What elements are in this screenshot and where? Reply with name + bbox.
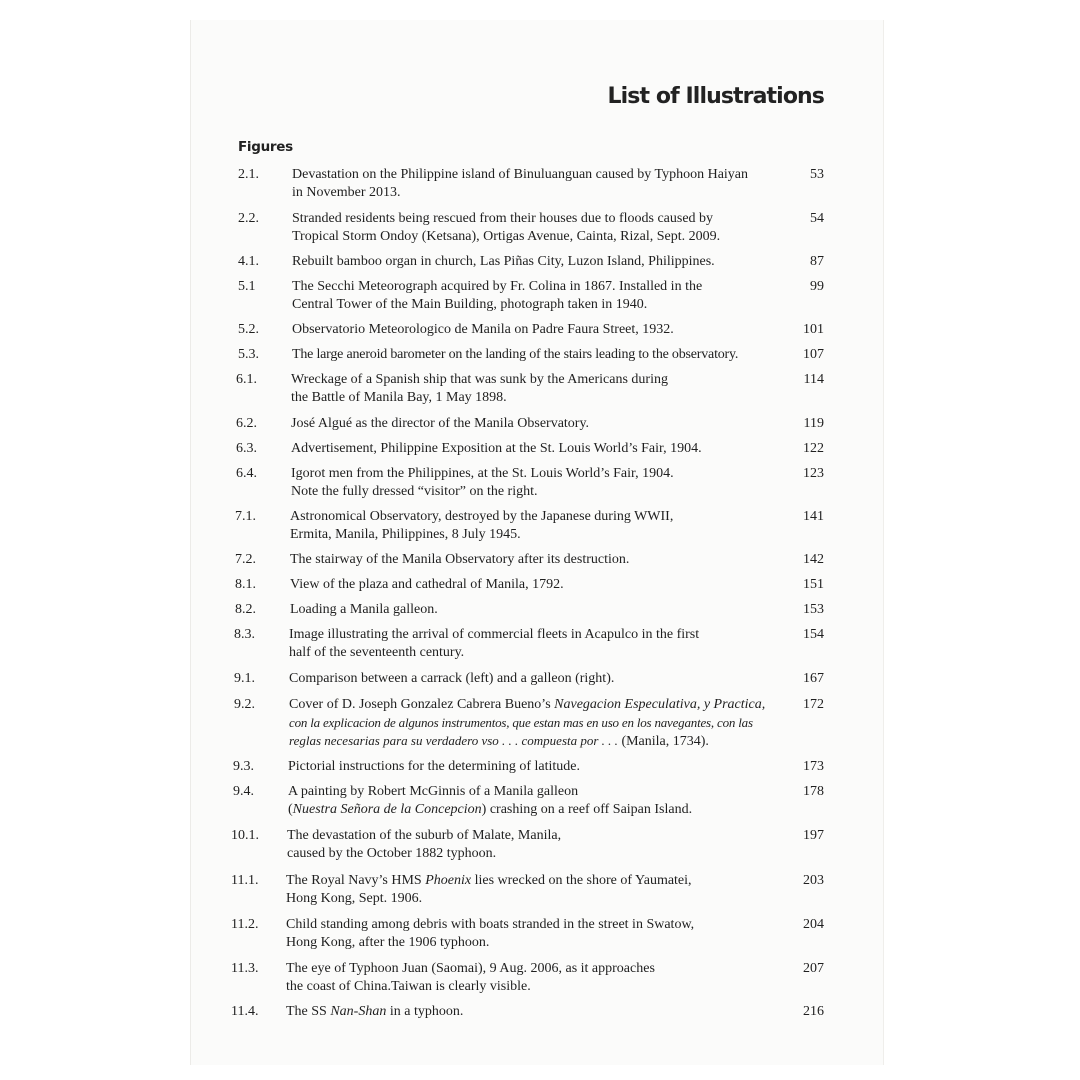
caption-line: Image illustrating the arrival of commercial fleets in Acapulco in the first [289, 627, 700, 642]
caption-line: Hong Kong, after the 1906 typhoon. [286, 935, 490, 950]
caption-line: The large aneroid barometer on the landing of the stairs leading to the observatory. [292, 347, 739, 362]
caption-line: half of the seventeenth century. [289, 645, 465, 660]
caption-line: Comparison between a carrack (left) and a galleon (right). [289, 671, 615, 686]
caption-line: Observatorio Meteorologico de Manila on Padre Faura Street, 1932. [292, 322, 674, 337]
page-number: 123 [803, 466, 824, 481]
figure-number: 7.1. [235, 509, 256, 524]
caption-line: Loading a Manila galleon. [290, 602, 438, 617]
figure-caption [291, 465, 783, 501]
caption-line: Child standing among debris with boats stranded in the street in Swatow, [286, 917, 695, 932]
page-number: 151 [803, 577, 824, 592]
figure-number: 11.4. [231, 1004, 259, 1019]
figure-number: 6.3. [236, 441, 257, 456]
page-number: 173 [803, 759, 824, 774]
page-number: 178 [803, 784, 824, 799]
figure-caption [292, 346, 784, 364]
page-number: 204 [803, 917, 824, 932]
page-number: 114 [803, 372, 824, 387]
figure-number: 11.3. [231, 961, 259, 976]
figure-caption [289, 696, 781, 751]
caption-line: Central Tower of the Main Building, photograph taken in 1940. [292, 297, 648, 312]
figure-caption [286, 872, 778, 908]
caption-line [288, 801, 780, 819]
page-number: 142 [803, 552, 824, 567]
figure-number: 9.3. [233, 759, 254, 774]
figure-caption [290, 508, 782, 544]
caption-text: ) crashing on a reef off Saipan Island. [481, 802, 693, 817]
caption-line: caused by the October 1882 typhoon. [287, 846, 497, 861]
caption-line: The stairway of the Manila Observatory after its destruction. [290, 552, 630, 567]
caption-line [289, 696, 781, 714]
page-number: 154 [803, 627, 824, 642]
caption-line: Devastation on the Philippine island of Binuluanguan caused by Typhoon Haiyan [292, 167, 749, 182]
figure-number: 9.2. [234, 697, 255, 712]
caption-line [286, 1003, 778, 1021]
figure-caption [291, 415, 783, 433]
caption-line: José Algué as the director of the Manila Observatory. [291, 416, 590, 431]
caption-line: Pictorial instructions for the determining of latitude. [288, 759, 580, 774]
caption-line: A painting by Robert McGinnis of a Manila galleon [288, 784, 579, 799]
page-number: 122 [803, 441, 824, 456]
caption-line: Astronomical Observatory, destroyed by the Japanese during WWII, [290, 509, 674, 524]
figure-caption [292, 321, 784, 339]
figure-number: 5.2. [238, 322, 259, 337]
figure-number: 10.1. [231, 828, 259, 843]
figure-caption [292, 278, 784, 314]
figure-number: 5.3. [238, 347, 259, 362]
figure-caption [292, 253, 784, 271]
figure-caption [289, 626, 781, 662]
page-number: 87 [810, 254, 824, 269]
figure-caption [288, 783, 780, 819]
caption-line: in November 2013. [292, 185, 401, 200]
figure-number: 2.1. [238, 167, 259, 182]
figure-caption [290, 576, 782, 594]
figure-number: 6.1. [236, 372, 257, 387]
page-number: 172 [803, 697, 824, 712]
page-number: 216 [803, 1004, 824, 1019]
figure-caption [291, 440, 783, 458]
figure-number: 8.2. [235, 602, 256, 617]
caption-line: Note the fully dressed “visitor” on the right. [291, 484, 538, 499]
page-number: 153 [803, 602, 824, 617]
page-number: 119 [803, 416, 824, 431]
ship-name-italic: Phoenix [425, 873, 472, 888]
figure-caption [288, 758, 780, 776]
figure-caption [286, 960, 778, 996]
book-title-italic: reglas necesarias para su verdadero vso . . . compuesta por . . . [289, 733, 618, 748]
figure-caption [289, 670, 781, 688]
figure-number: 8.1. [235, 577, 256, 592]
figure-caption [292, 166, 784, 202]
page-number: 101 [803, 322, 824, 337]
caption-line: the coast of China.Taiwan is clearly visible. [286, 979, 531, 994]
page-number: 107 [803, 347, 824, 362]
caption-text: in a typhoon. [386, 1004, 464, 1019]
caption-line: View of the plaza and cathedral of Manila, 1792. [290, 577, 564, 592]
caption-text: ( [288, 802, 293, 817]
caption-line: Rebuilt bamboo organ in church, Las Piñas City, Luzon Island, Philippines. [292, 254, 715, 269]
figure-number: 7.2. [235, 552, 256, 567]
figure-number: 8.3. [234, 627, 255, 642]
figure-caption [286, 1003, 778, 1021]
caption-line: con la explicacion de algunos instrumentos, que estan mas en uso en los navegantes, con las [289, 715, 753, 730]
caption-text: The Royal Navy’s HMS [286, 873, 426, 888]
caption-line: The eye of Typhoon Juan (Saomai), 9 Aug. 2006, as it approaches [286, 961, 655, 976]
figure-number: 5.1 [238, 279, 256, 294]
figure-number: 2.2. [238, 211, 259, 226]
caption-line: Igorot men from the Philippines, at the St. Louis World’s Fair, 1904. [291, 466, 674, 481]
page-number: 167 [803, 671, 824, 686]
caption-line [289, 732, 781, 751]
page-number: 197 [803, 828, 824, 843]
page-number: 203 [803, 873, 824, 888]
figure-number: 6.4. [236, 466, 257, 481]
figure-caption [290, 551, 782, 569]
book-title-italic: Navegacion Especulativa, y Practica, [554, 697, 766, 712]
figure-caption [291, 371, 783, 407]
section-heading-figures: Figures [238, 139, 293, 155]
caption-line: Advertisement, Philippine Exposition at the St. Louis World’s Fair, 1904. [291, 441, 702, 456]
caption-line: Ermita, Manila, Philippines, 8 July 1945. [290, 527, 521, 542]
figure-number: 9.4. [233, 784, 254, 799]
page-number: 207 [803, 961, 824, 976]
figure-number: 9.1. [234, 671, 255, 686]
page-number: 99 [810, 279, 824, 294]
caption-text: The SS [286, 1004, 331, 1019]
page-number: 53 [810, 167, 824, 182]
caption-text: Cover of D. Joseph Gonzalez Cabrera Bueno’s [289, 697, 555, 712]
caption-line: The devastation of the suburb of Malate, Manila, [287, 828, 562, 843]
caption-line: The Secchi Meteorograph acquired by Fr. Colina in 1867. Installed in the [292, 279, 703, 294]
figure-number: 11.1. [231, 873, 259, 888]
caption-line: Wreckage of a Spanish ship that was sunk by the Americans during [291, 372, 668, 387]
caption-text: (Manila, 1734). [617, 734, 709, 749]
figure-caption [286, 916, 778, 952]
page-number: 141 [803, 509, 824, 524]
caption-line: Tropical Storm Ondoy (Ketsana), Ortigas Avenue, Cainta, Rizal, Sept. 2009. [292, 229, 721, 244]
figure-number: 11.2. [231, 917, 259, 932]
figure-number: 6.2. [236, 416, 257, 431]
ship-name-italic: Nan-Shan [330, 1004, 387, 1019]
caption-text: lies wrecked on the shore of Yaumatei, [471, 873, 692, 888]
figure-number: 4.1. [238, 254, 259, 269]
caption-line: Stranded residents being rescued from their houses due to floods caused by [292, 211, 714, 226]
caption-line: the Battle of Manila Bay, 1 May 1898. [291, 390, 507, 405]
figure-caption [287, 827, 779, 863]
caption-line [286, 872, 778, 890]
page-title: List of Illustrations [607, 84, 824, 109]
page-number: 54 [810, 211, 824, 226]
caption-line: Hong Kong, Sept. 1906. [286, 891, 423, 906]
figure-caption [292, 210, 784, 246]
figure-caption [290, 601, 782, 619]
ship-name-italic: Nuestra Señora de la Concepcion [292, 802, 482, 817]
